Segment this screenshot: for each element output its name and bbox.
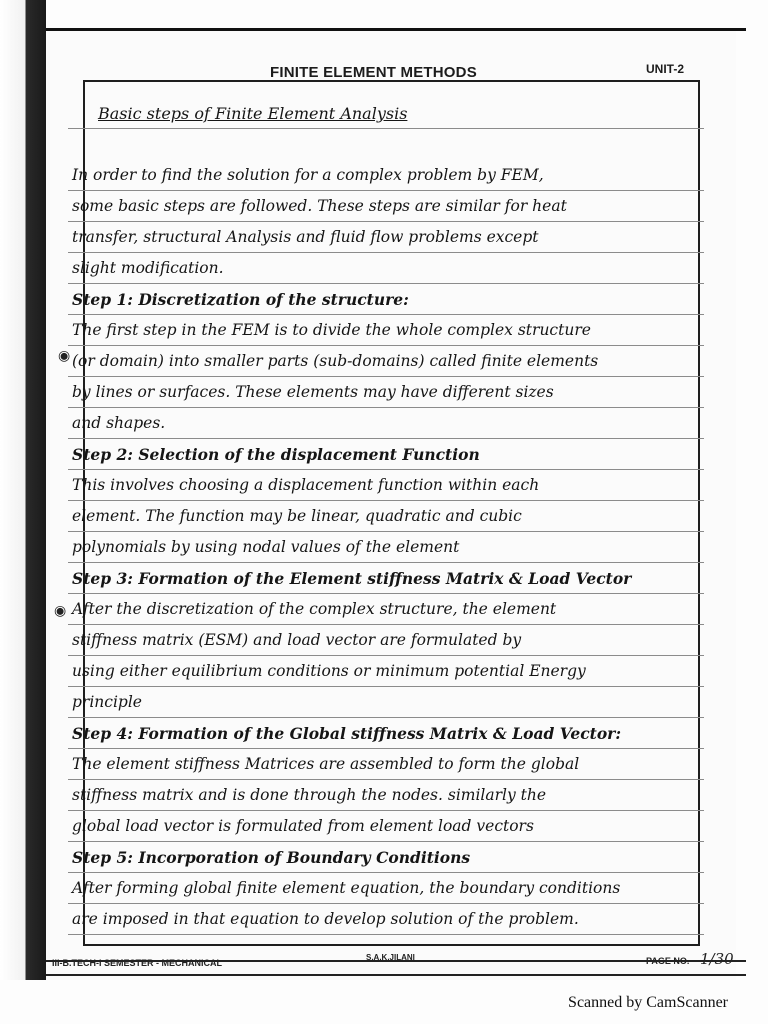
note-line: global load vector is formulated from element load vectors	[68, 811, 704, 842]
note-line: using either equilibrium conditions or minimum potential Energy	[68, 656, 704, 687]
step-heading: Step 2: Selection of the displacement Function	[68, 439, 704, 470]
footer-author: S.A.K.JILANI	[366, 953, 415, 962]
note-line: In order to find the solution for a complex problem by FEM,	[68, 160, 704, 191]
step-heading: Step 4: Formation of the Global stiffness Matrix & Load Vector:	[68, 718, 704, 749]
footer-page-label: PAGE NO.	[646, 956, 690, 966]
handwritten-notes	[68, 80, 704, 960]
footer-page-number: 1/30	[700, 950, 734, 968]
note-line: are imposed in that equation to develop solution of the problem.	[68, 904, 704, 935]
step-heading: Step 3: Formation of the Element stiffness Matrix & Load Vector	[68, 563, 704, 594]
note-line: The element stiffness Matrices are assembled to form the global	[68, 749, 704, 780]
step-heading: Step 1: Discretization of the structure:	[68, 284, 704, 315]
note-line: This involves choosing a displacement function within each	[68, 470, 704, 501]
notes-heading: Basic steps of Finite Element Analysis	[68, 98, 704, 129]
footer-rule	[46, 974, 746, 976]
note-line: polynomials by using nodal values of the element	[68, 532, 704, 563]
binding-edge	[0, 0, 46, 980]
note-line: After forming global finite element equation, the boundary conditions	[68, 873, 704, 904]
note-line: stiffness matrix and is done through the nodes. similarly the	[68, 780, 704, 811]
scanner-watermark: Scanned by CamScanner	[568, 994, 728, 1011]
note-line: slight modification.	[68, 253, 704, 284]
note-line: some basic steps are followed. These steps are similar for heat	[68, 191, 704, 222]
note-line: principle	[68, 687, 704, 718]
note-line: After the discretization of the complex structure, the element	[68, 594, 704, 625]
note-line: stiffness matrix (ESM) and load vector are formulated by	[68, 625, 704, 656]
note-line: and shapes.	[68, 408, 704, 439]
margin-circle-icon: ◉	[54, 603, 67, 619]
step-heading: Step 5: Incorporation of Boundary Conditions	[68, 842, 704, 873]
note-line: (or domain) into smaller parts (sub-domains) called finite elements	[68, 346, 704, 377]
unit-label: UNIT-2	[646, 62, 685, 76]
note-line: element. The function may be linear, quadratic and cubic	[68, 501, 704, 532]
footer-course: III-B.TECH-I SEMESTER - MECHANICAL	[52, 958, 222, 968]
top-rule	[46, 28, 746, 31]
note-line: The first step in the FEM is to divide the whole complex structure	[68, 315, 704, 346]
note-line: by lines or surfaces. These elements may have different sizes	[68, 377, 704, 408]
note-line: transfer, structural Analysis and fluid flow problems except	[68, 222, 704, 253]
page-title: FINITE ELEMENT METHODS	[270, 64, 477, 81]
margin-circle-icon: ◉	[58, 348, 71, 364]
